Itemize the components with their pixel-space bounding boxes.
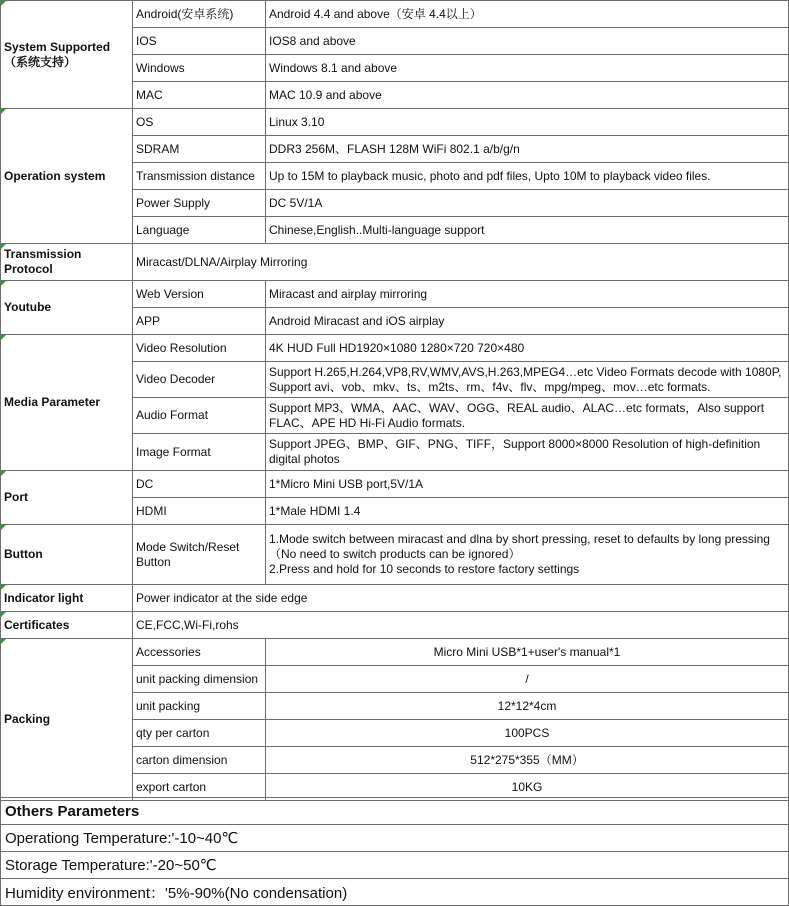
row-label: Windows <box>133 55 266 82</box>
row-value: 10KG <box>266 774 789 801</box>
row-value: 4K HUD Full HD1920×1080 1280×720 720×480 <box>266 335 789 362</box>
others-parameters-table <box>0 797 789 906</box>
row-value: Support H.265,H.264,VP8,RV,WMV,AVS,H.263,MPEG4…etc Video Formats decode with 1080P, Support avi、vob、mkv、ts、m2ts、rm、f4v、flv、mpg/mpeg、mov…etc formats. <box>266 362 789 398</box>
row-label: Language <box>133 217 266 244</box>
row-label: qty per carton <box>133 720 266 747</box>
row-label: IOS <box>133 28 266 55</box>
others-title: Others Parameters <box>1 798 789 825</box>
others-line: Operationg Temperature:'-10~40℃ <box>1 825 789 852</box>
button-line-2: （No need to switch products can be ignored） <box>269 547 521 561</box>
row-value: 512*275*355（MM） <box>266 747 789 774</box>
button-line-1: 1.Mode switch between miracast and dlna by short pressing, reset to defaults by long pressing <box>269 532 770 546</box>
row-label: unit packing dimension <box>133 666 266 693</box>
row-value: Micro Mini USB*1+user's manual*1 <box>266 639 789 666</box>
group-certificates: Certificates <box>1 612 133 639</box>
row-label: Web Version <box>133 281 266 308</box>
row-label: OS <box>133 109 266 136</box>
group-transmission-protocol: Transmission Protocol <box>1 244 133 281</box>
row-value: DDR3 256M、FLASH 128M WiFi 802.1 a/b/g/n <box>266 136 789 163</box>
row-value: Up to 15M to playback music, photo and pdf files, Upto 10M to playback video files. <box>266 163 789 190</box>
row-value: Android Miracast and iOS airplay <box>266 308 789 335</box>
group-media-parameter: Media Parameter <box>1 335 133 471</box>
row-value: Miracast and airplay mirroring <box>266 281 789 308</box>
row-label: APP <box>133 308 266 335</box>
row-value: Linux 3.10 <box>266 109 789 136</box>
row-label: Video Resolution <box>133 335 266 362</box>
row-label: unit packing <box>133 693 266 720</box>
row-value: Power indicator at the side edge <box>133 585 789 612</box>
row-value: Support JPEG、BMP、GIF、PNG、TIFF，Support 8000×8000 Resolution of high-definition digital photos <box>266 434 789 471</box>
row-label: HDMI <box>133 498 266 525</box>
group-button: Button <box>1 525 133 585</box>
row-value: / <box>266 666 789 693</box>
row-label: DC <box>133 471 266 498</box>
row-value: CE,FCC,Wi-Fi,rohs <box>133 612 789 639</box>
row-label: Audio Format <box>133 398 266 434</box>
row-value: 100PCS <box>266 720 789 747</box>
row-value: DC 5V/1A <box>266 190 789 217</box>
row-value: 1*Micro Mini USB port,5V/1A <box>266 471 789 498</box>
row-label: Accessories <box>133 639 266 666</box>
button-line-3: 2.Press and hold for 10 seconds to restore factory settings <box>269 562 580 576</box>
row-label: MAC <box>133 82 266 109</box>
row-value: Windows 8.1 and above <box>266 55 789 82</box>
row-label: SDRAM <box>133 136 266 163</box>
row-value: Support MP3、WMA、AAC、WAV、OGG、REAL audio、ALAC…etc formats，Also support FLAC、APE HD Hi-Fi Audio formats. <box>266 398 789 434</box>
row-label: Android(安卓系统) <box>133 1 266 28</box>
group-system-supported: System Supported （系统支持） <box>1 1 133 109</box>
row-value: MAC 10.9 and above <box>266 82 789 109</box>
group-packing: Packing <box>1 639 133 801</box>
group-indicator-light: Indicator light <box>1 585 133 612</box>
others-line: Humidity environment：'5%-90%(No condensation) <box>1 879 789 906</box>
row-value: Miracast/DLNA/Airplay Mirroring <box>133 244 789 281</box>
row-value <box>266 525 789 585</box>
row-value: 1*Male HDMI 1.4 <box>266 498 789 525</box>
row-label: export carton <box>133 774 266 801</box>
row-label: Image Format <box>133 434 266 471</box>
row-label: Video Decoder <box>133 362 266 398</box>
row-label: Mode Switch/Reset Button <box>133 525 266 585</box>
row-label: Transmission distance <box>133 163 266 190</box>
row-value: IOS8 and above <box>266 28 789 55</box>
row-label: carton dimension <box>133 747 266 774</box>
group-port: Port <box>1 471 133 525</box>
group-youtube: Youtube <box>1 281 133 335</box>
row-value: 12*12*4cm <box>266 693 789 720</box>
row-label: Power Supply <box>133 190 266 217</box>
row-value: Android 4.4 and above（安卓 4.4以上） <box>266 1 789 28</box>
row-value: Chinese,English..Multi-language support <box>266 217 789 244</box>
group-operation-system: Operation system <box>1 109 133 244</box>
others-line: Storage Temperature:'-20~50℃ <box>1 852 789 879</box>
